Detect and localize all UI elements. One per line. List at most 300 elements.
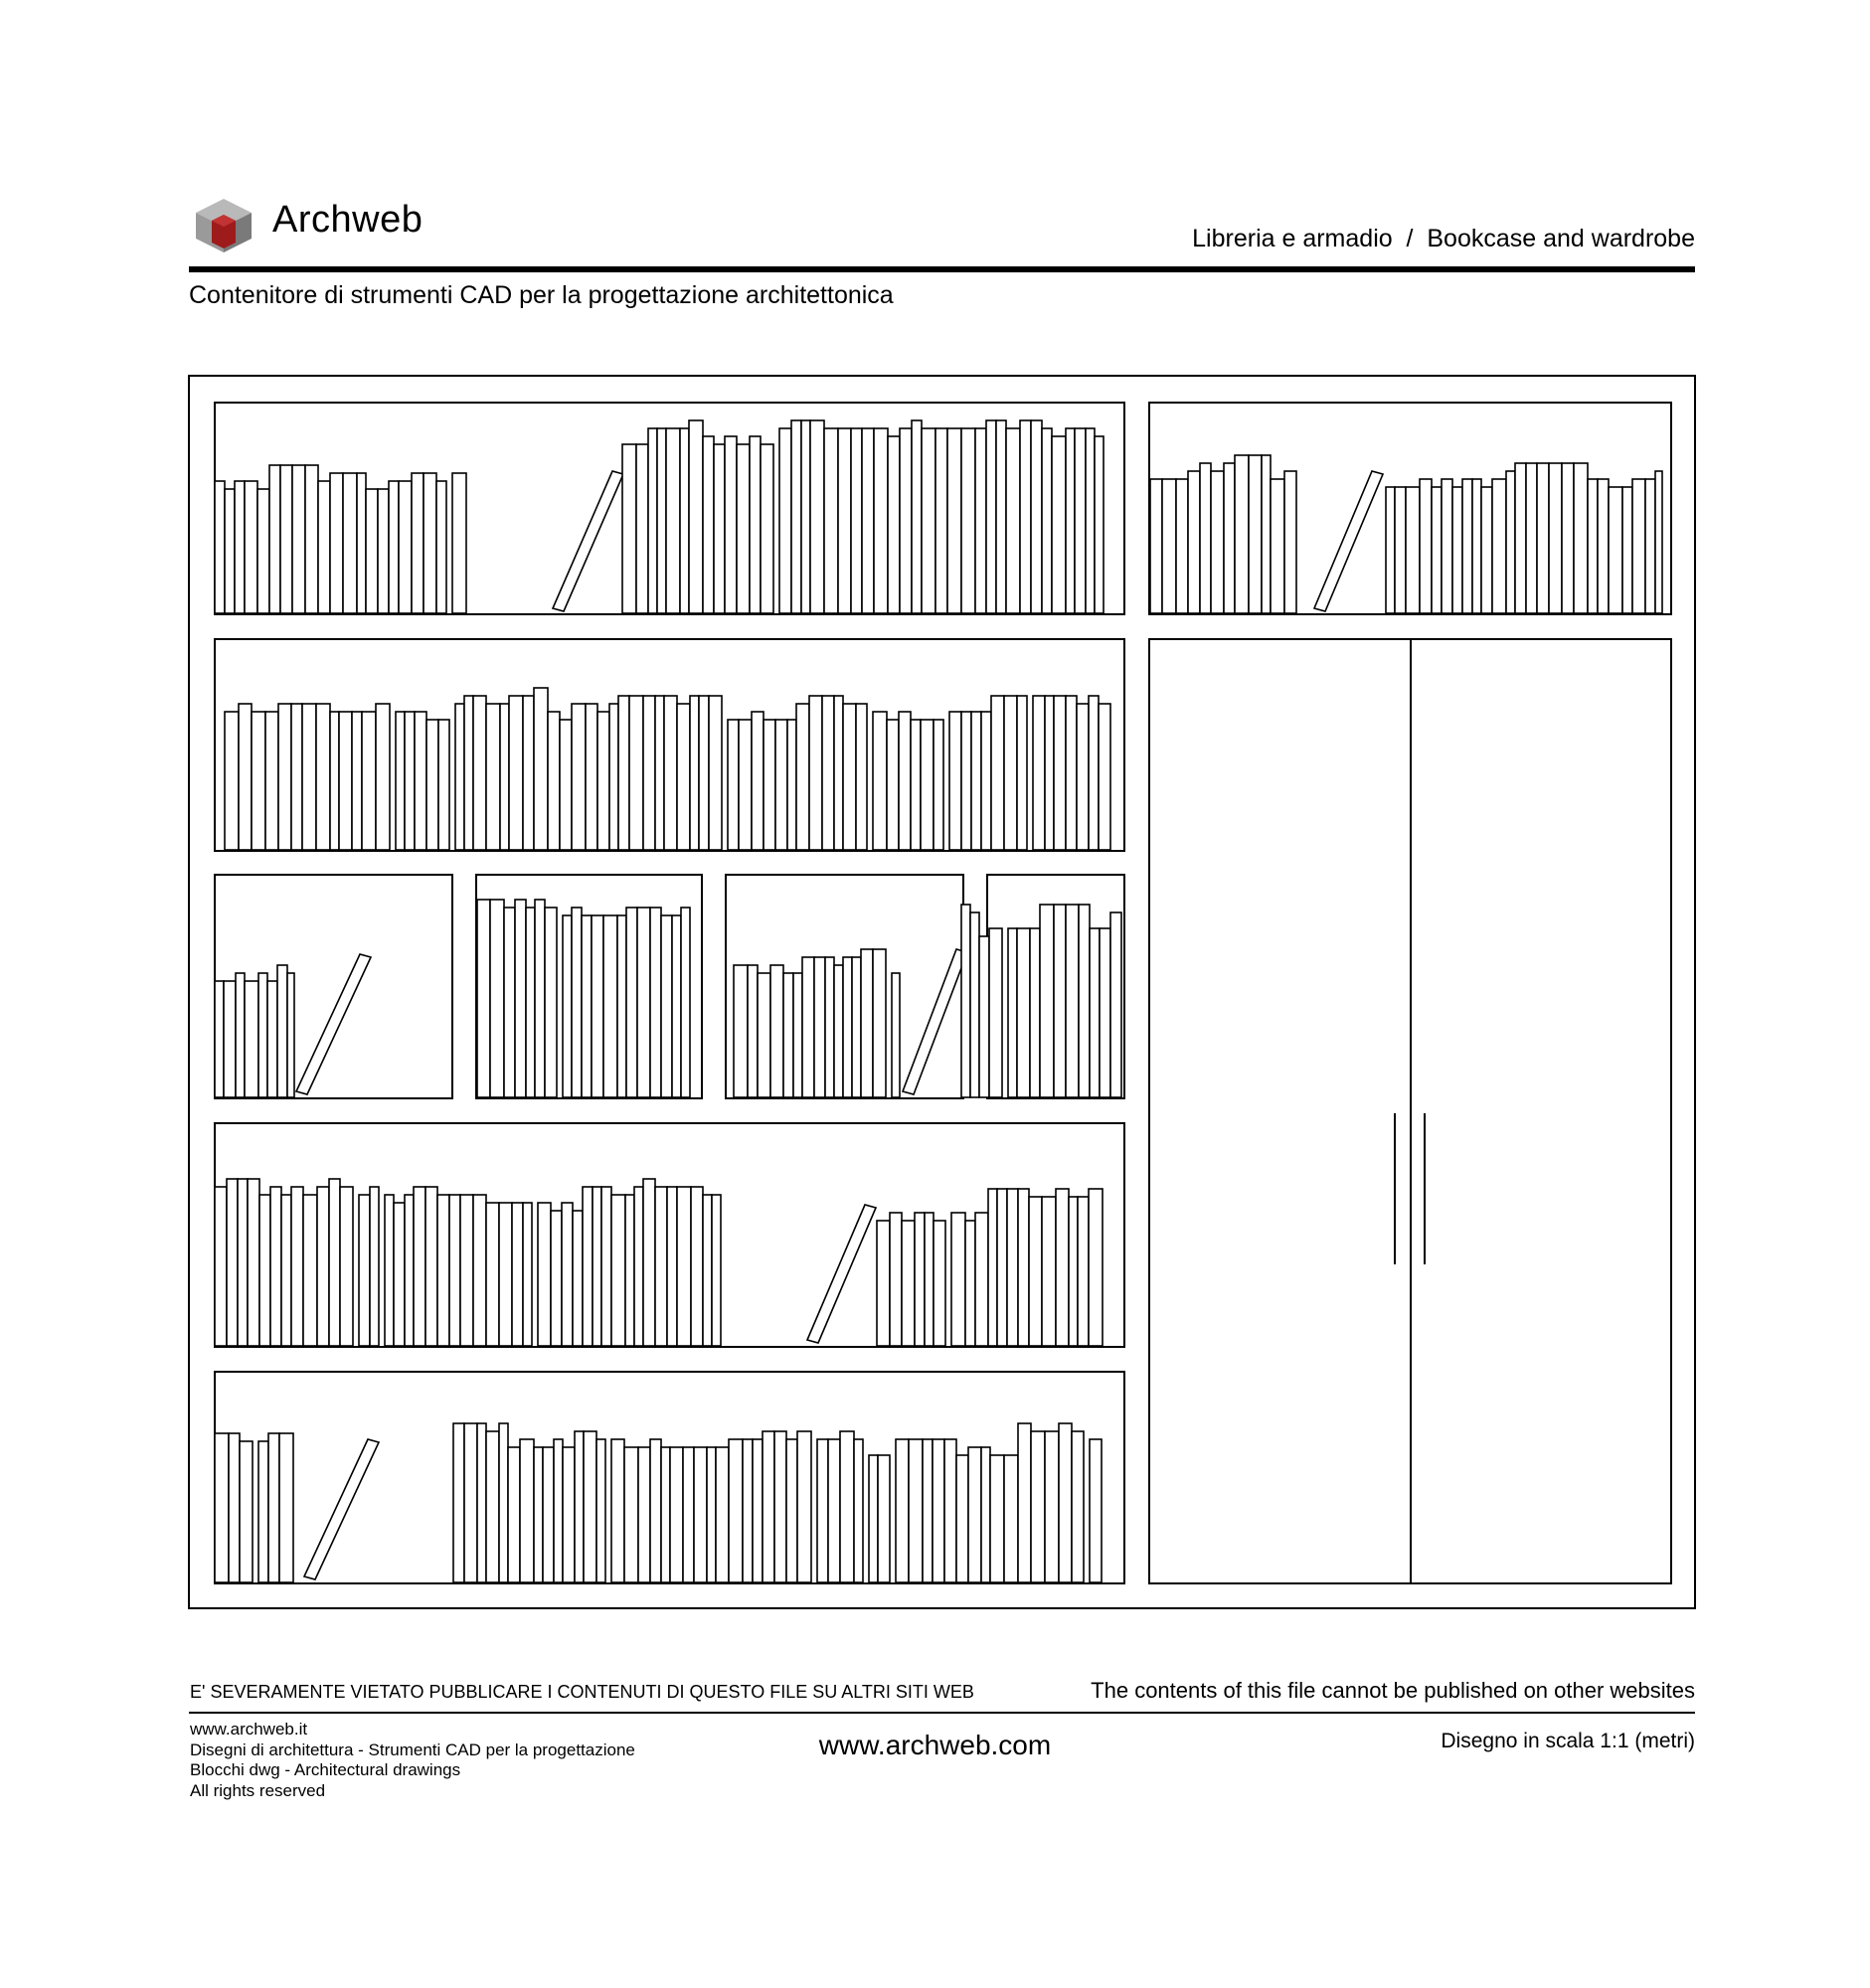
book-spine-117 <box>887 720 899 850</box>
book-spine-175 <box>852 957 861 1097</box>
book-spine-232 <box>655 1187 667 1346</box>
book-spine-29 <box>703 436 714 613</box>
book-spine-102 <box>699 696 709 850</box>
wardrobe-door-left <box>1149 639 1411 1583</box>
book-spine-83 <box>473 696 486 850</box>
book-spine-240 <box>890 1213 902 1346</box>
book-spine-141 <box>267 981 277 1097</box>
book-spine-268 <box>486 1431 499 1582</box>
book-spine-66 <box>265 712 278 850</box>
book-spine-324 <box>1224 463 1235 613</box>
book-spine-147 <box>504 908 515 1097</box>
book-spine-45 <box>900 428 912 613</box>
book-spine-13 <box>366 489 378 613</box>
book-spine-169 <box>793 973 802 1097</box>
book-spine-197 <box>248 1179 259 1346</box>
book-spine-116 <box>873 712 887 850</box>
book-spine-228 <box>611 1195 625 1346</box>
book-spine-271 <box>520 1439 534 1582</box>
book-spine-247 <box>975 1213 988 1346</box>
book-spine-80 <box>438 720 449 850</box>
book-spine-69 <box>302 704 316 850</box>
book-spine-122 <box>949 712 961 850</box>
book-spine-121 <box>934 720 943 850</box>
book-spine-170 <box>802 957 814 1097</box>
book-spine-16 <box>399 481 412 613</box>
book-spine-307 <box>956 1455 968 1582</box>
book-spine-291 <box>753 1439 763 1582</box>
footer-line-website: www.archweb.it <box>190 1720 308 1739</box>
book-spine-297 <box>828 1439 840 1582</box>
book-spine-200 <box>281 1195 291 1346</box>
book-spine-142 <box>277 965 287 1097</box>
book-spine-39 <box>824 428 838 613</box>
book-spine-328 <box>1271 479 1284 613</box>
book-spine-115 <box>856 704 867 850</box>
book-spine-181 <box>970 912 979 1097</box>
book-spine-321 <box>1188 471 1200 613</box>
book-spine-258 <box>215 1433 229 1582</box>
book-spine-225 <box>583 1187 593 1346</box>
book-spine-305 <box>933 1439 944 1582</box>
book-spine-10 <box>330 473 343 613</box>
book-spine-283 <box>661 1447 670 1582</box>
book-spine-292 <box>763 1431 774 1582</box>
book-spine-341 <box>1492 479 1506 613</box>
book-spine-152 <box>563 915 572 1097</box>
book-spine-94 <box>609 704 618 850</box>
book-spine-237 <box>712 1195 721 1346</box>
book-spine-242 <box>915 1213 925 1346</box>
book-spine-319 <box>1162 479 1176 613</box>
book-spine-281 <box>638 1447 650 1582</box>
book-spine-249 <box>997 1189 1007 1346</box>
book-spine-231 <box>643 1179 655 1346</box>
book-spine-47 <box>922 428 935 613</box>
book-spine-308 <box>968 1447 981 1582</box>
book-spine-99 <box>664 696 677 850</box>
copyright-notice-english: The contents of this file cannot be published on other websites <box>1091 1678 1695 1703</box>
book-spine-294 <box>786 1439 797 1582</box>
book-spine-196 <box>238 1179 248 1346</box>
book-spine-306 <box>944 1439 956 1582</box>
book-spine-185 <box>1017 928 1030 1097</box>
book-spine-146 <box>490 900 504 1097</box>
book-spine-96 <box>629 696 643 850</box>
book-spine-150 <box>535 900 545 1097</box>
book-spine-326 <box>1249 455 1262 613</box>
book-spine-168 <box>783 973 793 1097</box>
book-spine-148 <box>515 900 526 1097</box>
book-spine-49 <box>947 428 961 613</box>
book-spine-192 <box>1100 928 1110 1097</box>
book-spine-278 <box>596 1439 605 1582</box>
book-spine-255 <box>1069 1197 1078 1346</box>
book-spine-132 <box>1066 696 1077 850</box>
book-spine-336 <box>1442 479 1452 613</box>
book-spine-38 <box>810 420 824 613</box>
book-spine-123 <box>961 712 971 850</box>
book-spine-125 <box>981 712 991 850</box>
book-spine-101 <box>690 696 699 850</box>
leaning-book-330 <box>1314 471 1383 611</box>
book-spine-316 <box>1072 1431 1084 1582</box>
book-spine-7 <box>292 465 305 613</box>
book-spine-182 <box>979 936 989 1097</box>
book-spine-162 <box>672 915 681 1097</box>
book-spine-136 <box>215 981 224 1097</box>
book-spine-198 <box>259 1195 270 1346</box>
book-spine-229 <box>625 1195 634 1346</box>
book-spine-333 <box>1406 487 1420 613</box>
book-spine-174 <box>843 957 852 1097</box>
book-spine-51 <box>975 428 986 613</box>
book-spine-352 <box>1622 487 1632 613</box>
book-spine-345 <box>1537 463 1549 613</box>
book-spine-12 <box>357 473 366 613</box>
book-spine-124 <box>971 712 981 850</box>
book-spine-223 <box>562 1203 573 1346</box>
book-spine-70 <box>316 704 330 850</box>
book-spine-216 <box>473 1195 486 1346</box>
book-spine-155 <box>592 915 603 1097</box>
book-spine-272 <box>534 1447 543 1582</box>
book-spine-20 <box>452 473 466 613</box>
book-spine-130 <box>1045 696 1054 850</box>
book-spine-224 <box>573 1211 583 1346</box>
book-spine-18 <box>424 473 436 613</box>
book-spine-50 <box>961 428 975 613</box>
book-spine-284 <box>670 1447 683 1582</box>
book-spine-279 <box>611 1439 624 1582</box>
book-spine-108 <box>775 720 787 850</box>
book-spine-110 <box>796 704 809 850</box>
book-spine-211 <box>414 1187 425 1346</box>
leaning-book-21 <box>553 471 623 611</box>
book-spine-46 <box>912 420 922 613</box>
book-spine-331 <box>1386 487 1395 613</box>
book-spine-343 <box>1515 463 1526 613</box>
book-spine-289 <box>729 1439 743 1582</box>
book-spine-118 <box>899 712 911 850</box>
book-spine-347 <box>1562 463 1574 613</box>
book-spine-89 <box>548 712 560 850</box>
book-spine-245 <box>951 1213 965 1346</box>
book-spine-65 <box>252 712 265 850</box>
book-spine-282 <box>650 1439 661 1582</box>
book-spine-36 <box>791 420 801 613</box>
book-spine-30 <box>714 444 725 613</box>
book-spine-17 <box>412 473 424 613</box>
book-spine-28 <box>689 420 703 613</box>
book-spine-127 <box>1004 696 1017 850</box>
book-spine-138 <box>236 973 245 1097</box>
book-spine-193 <box>1110 912 1121 1097</box>
book-spine-37 <box>801 420 810 613</box>
book-spine-93 <box>597 712 609 850</box>
book-spine-230 <box>634 1187 643 1346</box>
book-spine-206 <box>359 1195 370 1346</box>
book-spine-286 <box>694 1447 707 1582</box>
book-spine-137 <box>224 981 236 1097</box>
book-spine-44 <box>888 436 900 613</box>
book-spine-183 <box>989 928 1002 1097</box>
leaning-book-179 <box>903 949 967 1094</box>
book-spine-103 <box>709 696 722 850</box>
book-spine-254 <box>1056 1189 1069 1346</box>
book-spine-133 <box>1077 704 1089 850</box>
book-spine-267 <box>477 1423 486 1582</box>
book-spine-15 <box>389 481 399 613</box>
book-spine-312 <box>1018 1423 1031 1582</box>
book-spine-276 <box>575 1431 584 1582</box>
book-spine-35 <box>779 428 791 613</box>
book-spine-191 <box>1090 928 1100 1097</box>
book-spine-163 <box>681 908 690 1097</box>
book-spine-42 <box>862 428 874 613</box>
book-spine-154 <box>582 915 592 1097</box>
book-spine-274 <box>554 1439 563 1582</box>
book-spine-350 <box>1598 479 1609 613</box>
book-spine-310 <box>990 1455 1004 1582</box>
book-spine-327 <box>1262 455 1271 613</box>
book-spine-134 <box>1089 696 1099 850</box>
book-spine-55 <box>1020 420 1031 613</box>
book-spine-159 <box>637 908 650 1097</box>
book-spine-4 <box>257 489 269 613</box>
book-spine-75 <box>376 704 390 850</box>
wardrobe-door-right <box>1411 639 1671 1583</box>
book-spine-177 <box>873 949 886 1097</box>
book-spine-309 <box>981 1447 990 1582</box>
book-spine-48 <box>935 428 947 613</box>
book-spine-23 <box>636 444 648 613</box>
book-spine-187 <box>1040 905 1054 1097</box>
book-spine-222 <box>551 1211 562 1346</box>
book-spine-176 <box>861 949 873 1097</box>
book-spine-189 <box>1066 905 1079 1097</box>
book-spine-215 <box>460 1195 473 1346</box>
book-spine-334 <box>1420 479 1432 613</box>
book-spine-60 <box>1075 428 1086 613</box>
book-spine-149 <box>526 908 535 1097</box>
book-spine-160 <box>650 908 661 1097</box>
book-spine-300 <box>869 1455 878 1582</box>
book-spine-190 <box>1079 905 1090 1097</box>
book-spine-208 <box>385 1195 394 1346</box>
book-spine-201 <box>291 1187 303 1346</box>
book-spine-257 <box>1089 1189 1103 1346</box>
book-spine-184 <box>1008 928 1017 1097</box>
book-spine-8 <box>305 465 318 613</box>
book-spine-107 <box>764 720 775 850</box>
book-spine-210 <box>405 1195 414 1346</box>
book-spine-348 <box>1574 463 1588 613</box>
book-spine-87 <box>523 696 534 850</box>
book-spine-298 <box>840 1431 854 1582</box>
book-spine-67 <box>278 704 291 850</box>
book-spine-104 <box>728 720 739 850</box>
book-spine-322 <box>1200 463 1211 613</box>
book-spine-172 <box>825 957 834 1097</box>
book-spine-52 <box>986 420 996 613</box>
book-spine-195 <box>227 1179 238 1346</box>
book-spine-317 <box>1090 1439 1102 1582</box>
book-spine-92 <box>586 704 597 850</box>
book-spine-41 <box>851 428 862 613</box>
footer-url: www.archweb.com <box>818 1730 1052 1760</box>
book-spine-26 <box>666 428 680 613</box>
book-spine-236 <box>703 1195 712 1346</box>
book-spine-346 <box>1549 463 1562 613</box>
book-spine-221 <box>538 1203 551 1346</box>
book-spine-112 <box>822 696 834 850</box>
leaning-book-144 <box>296 954 371 1094</box>
book-spine-167 <box>770 965 783 1097</box>
book-spine-209 <box>394 1203 405 1346</box>
book-spine-226 <box>593 1187 601 1346</box>
book-spine-299 <box>854 1439 863 1582</box>
book-spine-100 <box>677 704 690 850</box>
book-spine-97 <box>643 696 655 850</box>
book-spine-25 <box>657 428 666 613</box>
book-spine-78 <box>415 712 426 850</box>
book-spine-165 <box>748 965 758 1097</box>
book-spine-263 <box>279 1433 293 1582</box>
book-spine-260 <box>240 1441 253 1582</box>
book-spine-109 <box>787 720 796 850</box>
book-spine-293 <box>774 1431 786 1582</box>
book-spine-77 <box>405 712 415 850</box>
book-spine-32 <box>737 444 750 613</box>
book-spine-269 <box>499 1423 508 1582</box>
book-spine-202 <box>303 1195 317 1346</box>
book-spine-0 <box>215 481 225 613</box>
book-spine-314 <box>1045 1431 1059 1582</box>
book-spine-213 <box>437 1195 449 1346</box>
book-spine-53 <box>996 420 1006 613</box>
book-spine-22 <box>622 444 636 613</box>
leaning-book-264 <box>304 1439 379 1579</box>
book-spine-82 <box>464 696 473 850</box>
book-spine-301 <box>878 1455 890 1582</box>
book-spine-214 <box>449 1195 460 1346</box>
book-spine-265 <box>453 1423 464 1582</box>
book-spine-335 <box>1432 487 1442 613</box>
book-spine-340 <box>1481 487 1492 613</box>
book-spine-337 <box>1452 487 1462 613</box>
book-spine-295 <box>797 1431 811 1582</box>
book-spine-24 <box>648 428 657 613</box>
book-spine-151 <box>545 908 557 1097</box>
book-spine-275 <box>563 1447 575 1582</box>
book-spine-251 <box>1018 1189 1029 1346</box>
footer-line-rights: All rights reserved <box>190 1780 326 1800</box>
book-spine-219 <box>512 1203 523 1346</box>
book-spine-320 <box>1176 479 1188 613</box>
book-spine-19 <box>436 481 446 613</box>
book-spine-188 <box>1054 905 1066 1097</box>
book-spine-157 <box>617 915 626 1097</box>
book-spine-11 <box>343 473 357 613</box>
book-spine-14 <box>378 489 389 613</box>
footer-rule <box>189 1712 1695 1714</box>
book-spine-287 <box>707 1447 716 1582</box>
book-spine-353 <box>1632 479 1645 613</box>
book-spine-329 <box>1284 471 1296 613</box>
book-spine-303 <box>909 1439 923 1582</box>
book-spine-349 <box>1588 479 1598 613</box>
footer-line-blocks: Blocchi dwg - Architectural drawings <box>190 1760 461 1779</box>
book-spine-64 <box>239 704 252 850</box>
book-spine-57 <box>1042 428 1052 613</box>
book-spine-43 <box>874 428 888 613</box>
book-spine-114 <box>843 704 856 850</box>
book-spine-290 <box>743 1439 753 1582</box>
drawing-scale: Disegno in scala 1:1 (metri) <box>1441 1730 1695 1752</box>
book-spine-74 <box>362 712 376 850</box>
book-spine-253 <box>1042 1197 1056 1346</box>
book-spine-126 <box>991 696 1004 850</box>
copyright-notice-italian: E' SEVERAMENTE VIETATO PUBBLICARE I CONTENUTI DI QUESTO FILE SU ALTRI SITI WEB <box>190 1682 974 1702</box>
book-spine-76 <box>396 712 405 850</box>
book-spine-143 <box>287 973 294 1097</box>
book-spine-156 <box>603 915 617 1097</box>
book-spine-207 <box>370 1187 379 1346</box>
book-spine-178 <box>892 973 900 1097</box>
book-spine-250 <box>1007 1189 1018 1346</box>
book-spine-85 <box>500 704 509 850</box>
book-spine-277 <box>584 1431 596 1582</box>
book-spine-325 <box>1235 455 1249 613</box>
book-spine-91 <box>572 704 586 850</box>
book-spine-140 <box>258 973 267 1097</box>
book-spine-266 <box>464 1423 477 1582</box>
book-spine-111 <box>809 696 822 850</box>
book-spine-68 <box>291 704 302 850</box>
book-spine-33 <box>750 436 761 613</box>
book-spine-351 <box>1609 487 1622 613</box>
book-spine-5 <box>269 465 280 613</box>
book-spine-205 <box>340 1187 353 1346</box>
book-spine-34 <box>761 444 773 613</box>
book-spine-40 <box>838 428 851 613</box>
book-spine-342 <box>1506 471 1515 613</box>
book-spine-86 <box>509 696 523 850</box>
book-spine-262 <box>268 1433 279 1582</box>
book-spine-88 <box>534 688 548 850</box>
book-spine-62 <box>1095 436 1104 613</box>
book-spine-248 <box>988 1189 997 1346</box>
book-spine-73 <box>352 712 362 850</box>
book-spine-204 <box>329 1179 340 1346</box>
book-spine-84 <box>486 704 500 850</box>
book-spine-246 <box>965 1221 975 1346</box>
book-spine-218 <box>499 1203 512 1346</box>
book-spine-252 <box>1029 1197 1042 1346</box>
footer-line-drawings: Disegni di architettura - Strumenti CAD per la progettazione <box>190 1740 635 1759</box>
book-spine-95 <box>618 696 629 850</box>
book-spine-311 <box>1004 1455 1018 1582</box>
book-spine-273 <box>543 1447 554 1582</box>
book-spine-332 <box>1395 487 1406 613</box>
book-spine-90 <box>560 720 572 850</box>
book-spine-135 <box>1099 704 1110 850</box>
book-spine-315 <box>1059 1423 1072 1582</box>
book-spine-194 <box>215 1187 227 1346</box>
book-spine-2 <box>235 481 245 613</box>
book-spine-304 <box>923 1439 933 1582</box>
